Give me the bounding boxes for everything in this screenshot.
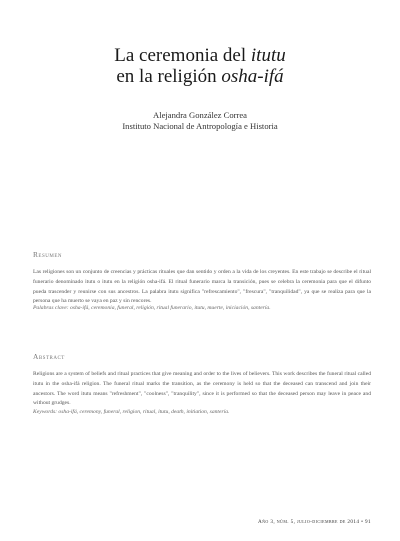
abstract-keywords: Keywords: osha-ifá, ceremony, funeral, religion, ritual, itutu, death, initiation, santería. <box>33 409 230 415</box>
author-name: Alejandra González Correa <box>152 110 247 120</box>
resumen-body: Las religiones son un conjunto de creencias y prácticas rituales que dan sentido y orden a la vida de los creyentes. En este trabajo se describe el ritual funerario denominado itutu o itutu en la religión osha-ifá. El ritual funerario marca la transición, pues se celebra la ceremonia para que el difunto pueda trascender y reunirse con sus ancestros. La palabra itutu significa "refrescamiento", "frescura", "tranquilidad", ya que se realiza para que la persona que ha muerto se vaya en paz y sin rencores. <box>33 269 371 305</box>
page-footer: Año 3, núm. 5, julio-diciembre de 2014 • 91 <box>257 519 371 525</box>
article-title-line-2: en la religión osha-ifá <box>116 66 284 87</box>
article-title-line-1: La ceremonia del itutu <box>114 45 286 66</box>
title-italic-osha-ifa: osha-ifá <box>221 66 284 87</box>
abstract-heading: Abstract <box>33 352 65 361</box>
title-italic-itutu: itutu <box>250 45 286 66</box>
resumen-keywords: Palabras clave: osha-ifá, ceremonia, funeral, religión, ritual funerario, itutu, muerte, iniciación, santería. <box>33 305 271 311</box>
author-affiliation: Instituto Nacional de Antropología e Historia <box>122 121 278 131</box>
abstract-body: Religions are a system of beliefs and ritual practices that give meaning and order to the lives of believers. This work describes the funeral ritual called itutu in the osha-ifá religion. The funeral ritual marks the transition, as the ceremony is held so that the deceased can transcend and join their ancestors. The word itutu means "refreshment", "coolness", "tranquility", since it is performed so that the deceased person may leave in peace and without grudges. <box>33 371 371 407</box>
resumen-heading: Resumen <box>33 250 62 259</box>
